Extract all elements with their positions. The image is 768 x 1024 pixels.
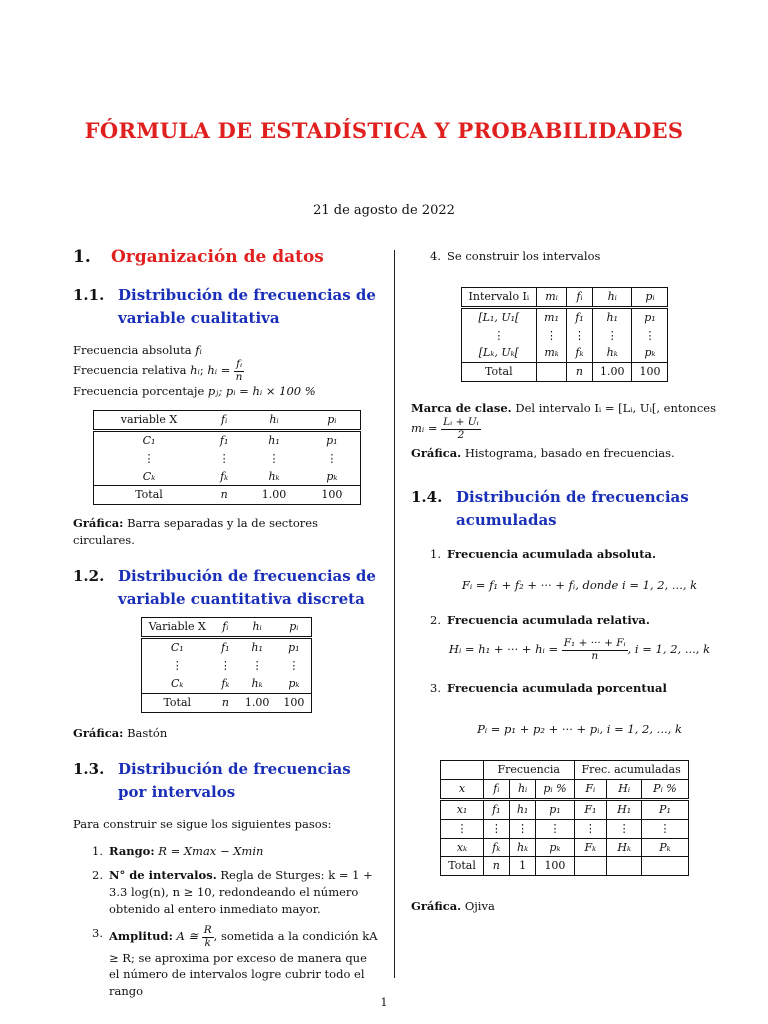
table-cell: 1.00 <box>244 696 270 710</box>
steps-intro: Para construir se sigue los siguientes pasos: <box>73 817 332 832</box>
graph-note-1-2: Gráfica: Bastón <box>73 725 168 740</box>
ogive-note: Gráfica. Ojiva <box>411 899 495 914</box>
fraction-fi-n: $\frac{\text{fᵢ}}{n}$ <box>235 357 243 383</box>
class-mark-note: Marca de clase. Del intervalo Iᵢ = [Lᵢ, Uᵢ[, entonces mᵢ = $\frac{\text{Lᵢ + Uᵢ}}{2}$ <box>411 401 716 441</box>
table-cell: n <box>220 488 228 502</box>
cum-item-3: 3. Frecuencia acumulada porcentual <box>430 681 667 696</box>
table-cell: h₁ <box>251 641 263 655</box>
table-cell: hₖ <box>268 469 280 483</box>
table-cell <box>441 760 484 779</box>
table-cell: fₖ <box>483 838 509 857</box>
table-cell: Total <box>441 857 484 876</box>
table-cell: Variable X <box>141 618 213 638</box>
table-cell: hₖ <box>251 677 263 691</box>
table-cell: Hₖ <box>607 838 642 857</box>
table-cell: n <box>566 363 592 382</box>
document-date: 21 de agosto de 2022 <box>313 203 455 218</box>
table-cell: fₖ <box>221 677 230 691</box>
table-cell: n <box>221 696 229 710</box>
table-cell: pₖ <box>276 675 312 693</box>
table-cell: Frec. acumuladas <box>574 760 688 779</box>
table-cell: fᵢ <box>566 287 592 307</box>
table-cell: F₁ <box>574 799 607 819</box>
table-cell: ⋮ <box>441 819 484 838</box>
subsection-1-1-heading <box>73 284 380 331</box>
formula-cum-abs: Fᵢ = f₁ + f₂ + ··· + fᵢ, donde i = 1, 2, ..., k <box>461 577 698 592</box>
step-4: 4. Se construir los intervalos <box>430 249 601 263</box>
table-cell: hₖ <box>509 838 536 857</box>
table-cell: h₁ <box>592 307 632 326</box>
step-2: 2. N° de intervalos. Regla de Sturges: k = 1 + 3.3 log(n), n ≥ 10, redondeando el número obtenido al entero inmediato mayor. <box>92 868 373 916</box>
step-1: 1. Rango: R = Xmax − Xmin <box>92 843 264 858</box>
table-cell: ⋮ <box>483 819 509 838</box>
steps-list-continued <box>411 248 718 265</box>
cum-item-1: 1. Frecuencia acumulada absoluta. <box>430 547 656 562</box>
cum-item-2: 2. Frecuencia acumulada relativa. <box>430 612 650 627</box>
table-cell: p₁ <box>632 307 668 326</box>
table-cell: ⋮ <box>607 819 642 838</box>
table-cell: fₖ <box>566 344 592 362</box>
pct-freq-line: Frecuencia porcentaje pⱼ; pᵢ = hᵢ × 100 % <box>73 384 316 399</box>
table-cell: Frecuencia <box>483 760 574 779</box>
table-cell: pᵢ <box>276 618 312 638</box>
table-cell: p₁ <box>304 430 360 449</box>
table-cell: P₁ <box>642 799 689 819</box>
table-cell: Total <box>141 694 213 713</box>
table-cell: fₖ <box>220 469 229 483</box>
table-cell: p₁ <box>276 638 312 657</box>
table-cell: variable X <box>93 410 205 430</box>
document-title: FÓRMULA DE ESTADÍSTICA Y PROBABILIDADES <box>84 118 684 143</box>
table-cell: ⋮ <box>537 327 567 345</box>
table-cell: Hᵢ <box>607 779 642 799</box>
column-divider <box>394 250 395 978</box>
table-cell: [Lₖ, Uₖ[ <box>461 344 537 362</box>
table-cell: ⋮ <box>632 327 668 345</box>
formula-cum-rel: Hᵢ = h₁ + ··· + hᵢ = $\frac{\text{F₁ + ··· + Fᵢ}}{n}$ , i = 1, 2, ..., k <box>448 637 711 662</box>
graph-note-1-1: Gráfica: Barra separadas y la de sectores circulares. <box>73 516 318 548</box>
table-cell: Cₖ <box>93 468 205 486</box>
frequency-definitions <box>73 342 380 399</box>
table-cell: ⋮ <box>251 659 263 673</box>
table-cell <box>574 857 607 876</box>
table-cell: ⋮ <box>141 657 213 675</box>
abs-freq-line: Frecuencia absoluta fᵢ <box>73 343 202 358</box>
table-cell: ⋮ <box>218 451 230 465</box>
table-cell: 100 <box>276 694 312 713</box>
table-discrete <box>141 617 313 713</box>
table-cell <box>607 857 642 876</box>
table-cell: Pₖ <box>642 838 689 857</box>
page-number: 1 <box>380 996 388 1009</box>
table-cell: pᵢ <box>304 410 360 430</box>
table-cell: f₁ <box>221 641 230 655</box>
table-cumulative <box>440 760 689 877</box>
table-cell: H₁ <box>607 799 642 819</box>
table-cell: pₖ <box>304 468 360 486</box>
table-cell: m₁ <box>537 307 567 326</box>
table-cell: p₁ <box>536 799 574 819</box>
histogram-note: Gráfica. Histograma, basado en frecuencias. <box>411 446 675 461</box>
table-cell: Total <box>93 486 205 505</box>
fraction-r-k: $\frac{R}{k}$ <box>203 924 212 950</box>
subsection-title: Distribución de frecuencias de variable cualitativa <box>118 285 376 328</box>
table-cell: n <box>483 857 509 876</box>
table-cell: f₁ <box>219 433 229 447</box>
table-cell: Pᵢ % <box>642 779 689 799</box>
table-cell: 1.00 <box>261 488 287 502</box>
left-column <box>73 246 380 1000</box>
table-cell: ⋮ <box>219 659 231 673</box>
fraction-class-mark: $\frac{\text{Lᵢ + Uᵢ}}{2}$ <box>443 416 479 441</box>
table-cell: Cₖ <box>141 675 213 693</box>
table-cell: ⋮ <box>93 450 205 468</box>
table-cell: pᵢ <box>632 287 668 307</box>
table-cell: ⋮ <box>592 327 632 345</box>
table-cell: hᵢ <box>269 412 279 426</box>
table-cell: fᵢ <box>220 412 228 426</box>
table-cell: f₁ <box>483 799 509 819</box>
table-cell: hᵢ <box>509 779 536 799</box>
right-column <box>411 246 718 915</box>
table-cell <box>642 857 689 876</box>
table-cell: C₁ <box>141 638 213 657</box>
table-cell: ⋮ <box>536 819 574 838</box>
subsection-1-3-heading: 1.3. Distribución de frecuencias por intervalos <box>73 759 351 801</box>
table-cell: C₁ <box>93 430 205 449</box>
table-cell: fᵢ <box>222 620 229 634</box>
table-cell: mᵢ <box>537 287 567 307</box>
table-cell: ⋮ <box>304 450 360 468</box>
rel-freq-line: Frecuencia relativa hᵢ; hᵢ = $\frac{\text{fᵢ}}{n}$ <box>73 357 243 383</box>
table-cell: pₖ <box>632 344 668 362</box>
steps-list <box>73 843 380 1000</box>
table-cell <box>537 363 567 382</box>
formula-cum-pct: Pᵢ = p₁ + p₂ + ··· + pᵢ, i = 1, 2, ..., k <box>477 722 682 737</box>
table-cell: ⋮ <box>642 819 689 838</box>
table-cell: ⋮ <box>268 451 280 465</box>
table-cell: hᵢ <box>592 287 632 307</box>
table-cell: 1.00 <box>592 363 632 382</box>
table-cell: ⋮ <box>461 327 537 345</box>
table-cell: f₁ <box>566 307 592 326</box>
section-number: 1. <box>73 247 91 267</box>
subsection-1-4-heading: 1.4. Distribución de frecuencias acumuladas <box>411 487 689 530</box>
table-cell: ⋮ <box>566 327 592 345</box>
cumulative-list <box>411 546 718 563</box>
table-qualitative <box>93 410 361 506</box>
table-cell: xₖ <box>441 838 484 857</box>
subsection-1-2-heading: 1.2. Distribución de frecuencias de variable cuantitativa discreta <box>73 566 376 609</box>
table-cell: Fₖ <box>574 838 607 857</box>
table-cell: pᵢ % <box>536 779 574 799</box>
table-cell: fᵢ <box>483 779 509 799</box>
table-cell: x₁ <box>441 799 484 819</box>
table-cell: h₁ <box>268 433 280 447</box>
table-cell: Intervalo Iᵢ <box>461 287 537 307</box>
table-cell: x <box>441 779 484 799</box>
step-3: 3. Amplitud: A ≅ $\frac{R}{k}$ , sometida a la condición kA ≥ R; se aproxima por exceso de manera que el número de intervalos logre cubrir todo el rango <box>92 924 378 998</box>
section-1-heading <box>73 246 380 270</box>
table-cell: mₖ <box>537 344 567 362</box>
table-cell: pₖ <box>536 838 574 857</box>
subsection-number: 1.1. <box>73 285 105 304</box>
table-cell: [L₁, U₁[ <box>461 307 537 326</box>
table-cell: Total <box>461 363 537 382</box>
table-cell: hᵢ <box>252 620 262 634</box>
table-cell: 100 <box>304 486 360 505</box>
table-cell: 1 <box>509 857 536 876</box>
section-title: Organización de datos <box>111 247 324 267</box>
table-intervals <box>461 287 669 383</box>
table-cell: 100 <box>536 857 574 876</box>
table-cell: ⋮ <box>574 819 607 838</box>
table-cell: Fᵢ <box>574 779 607 799</box>
table-cell: hₖ <box>592 344 632 362</box>
table-cell: ⋮ <box>276 657 312 675</box>
table-cell: h₁ <box>509 799 536 819</box>
table-cell: ⋮ <box>509 819 536 838</box>
table-cell: 100 <box>632 363 668 382</box>
